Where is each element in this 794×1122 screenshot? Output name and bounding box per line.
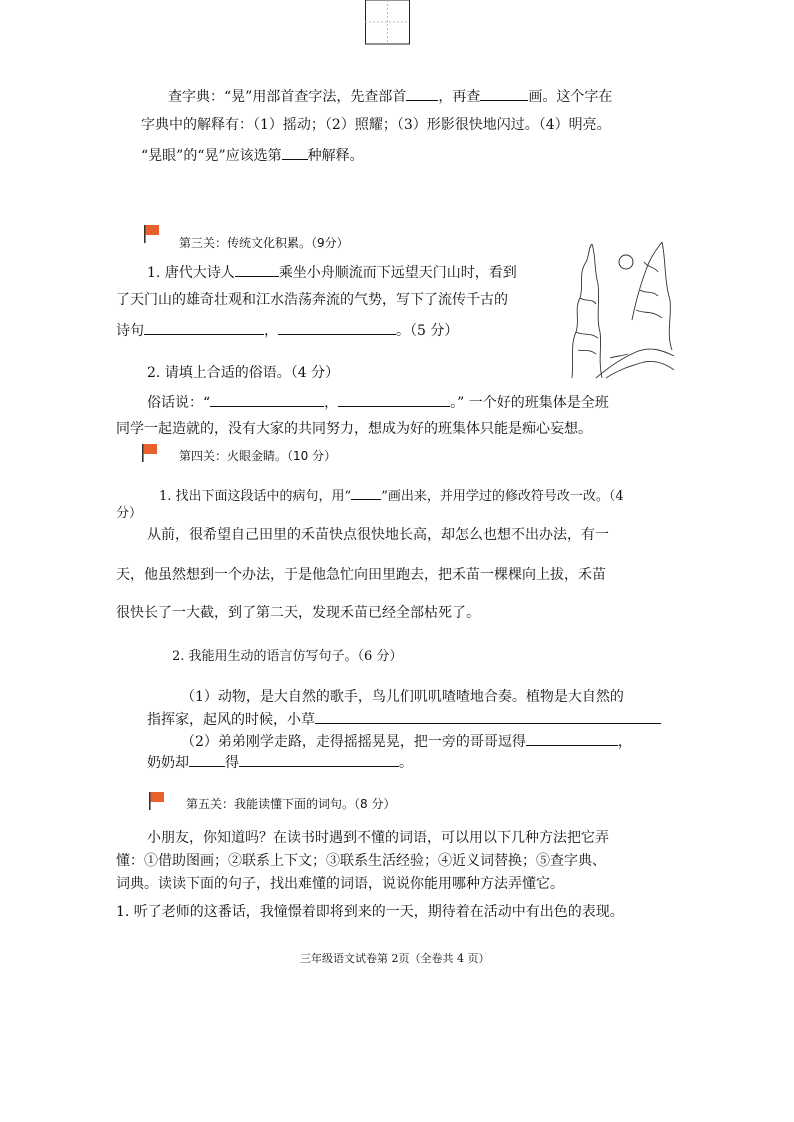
section-5-title: 第五关：我能读懂下面的词句。（8 分） xyxy=(186,797,396,811)
section-5-q1: 1. 听了老师的这番话，我憧憬着即将到来的一天，期待着在活动中有出色的表现。 xyxy=(116,904,624,920)
answer-blank[interactable] xyxy=(282,145,308,160)
section-3-q2-line-1: 俗话说：“ ， 。” 一个好的班集体是全班 xyxy=(147,392,609,412)
section-4-q2-title: 2. 我能用生动的语言仿写句子。（6 分） xyxy=(172,649,403,664)
section-5-intro-line-1: 小朋友，你知道吗？在读书时遇到不懂的词语，可以用以下几种方法把它弄 xyxy=(147,830,609,846)
section-4-q2-item1-line-2: 指挥家，起风的时候，小草 xyxy=(147,709,661,729)
dictionary-line-1: 查字典：“晃”用部首查字法，先查部首 ，再查 画。这个字在 xyxy=(168,86,612,106)
answer-blank[interactable] xyxy=(210,392,324,407)
section-3-q2-title: 2. 请填上合适的俗语。（4 分） xyxy=(147,365,340,381)
section-3-q2-line-2: 同学一起造就的，没有大家的共同努力，想成为好的班集体只能是痴心妄想。 xyxy=(116,421,592,437)
answer-blank[interactable] xyxy=(278,320,396,335)
writing-grid-box xyxy=(365,0,410,45)
answer-blank[interactable] xyxy=(239,752,399,767)
passage-line-1: 从前，很希望自己田里的禾苗快点很快地长高，却怎么也想不出办法，有一 xyxy=(147,527,609,543)
answer-blank[interactable] xyxy=(315,709,661,724)
section-3-title: 第三关：传统文化积累。（9分） xyxy=(179,236,349,250)
dictionary-line-3: “晃眼”的“晃”应该选第 种解释。 xyxy=(141,145,364,165)
flag-icon xyxy=(148,791,166,811)
section-4-q2-item2-line-1: （2）弟弟刚学走路，走得摇摇晃晃，把一旁的哥哥逗得 ， xyxy=(181,731,632,751)
section-4-q1-title-cont: 分） xyxy=(116,506,143,521)
answer-blank[interactable] xyxy=(144,320,264,335)
answer-blank[interactable] xyxy=(338,392,450,407)
flag-icon xyxy=(141,443,159,463)
section-3-q1-line-2: 了天门山的雄奇壮观和江水浩荡奔流的气势，写下了流传千古的 xyxy=(116,292,508,308)
passage-line-3: 很快长了一大截，到了第二天，发现禾苗已经全部枯死了。 xyxy=(116,605,480,621)
page-footer: 三年级语文试卷第 2页（全卷共 4 页） xyxy=(300,952,490,965)
section-3-q1-line-1: 1. 唐代大诗人 乘坐小舟顺流而下远望天门山时，看到 xyxy=(147,262,517,282)
section-4-q2-item2-line-2: 奶奶却 得 。 xyxy=(147,752,413,772)
section-3-q1-line-3: 诗句 ， 。（5 分） xyxy=(116,320,458,340)
answer-blank[interactable] xyxy=(406,86,438,101)
flag-icon xyxy=(143,224,161,244)
section-4-title: 第四关：火眼金睛。（10 分） xyxy=(179,449,337,463)
section-4-q1-title: 1. 找出下面这段话中的病句，用“ ”画出来，并用学过的修改符号改一改。（4 xyxy=(159,485,624,506)
underline-sample xyxy=(351,485,381,500)
answer-blank[interactable] xyxy=(189,752,225,767)
passage-line-2: 天，他虽然想到一个办法，于是他急忙向田里跑去，把禾苗一棵棵向上拔，禾苗 xyxy=(116,567,606,583)
answer-blank[interactable] xyxy=(235,262,279,277)
answer-blank[interactable] xyxy=(526,731,618,746)
section-4-q2-item1-line-1: （1）动物，是大自然的歌手，鸟儿们叽叽喳喳地合奏。植物是大自然的 xyxy=(181,689,624,705)
section-5-intro-line-2: 懂：①借助图画；②联系上下文；③联系生活经验；④近义词替换；⑤查字典、 xyxy=(116,853,606,869)
tianmen-mountain-illustration xyxy=(566,240,676,380)
answer-blank[interactable] xyxy=(480,86,528,101)
dictionary-line-2: 字典中的解释有：（1）摇动；（2）照耀；（3）形影很快地闪过。（4）明亮。 xyxy=(141,117,611,133)
section-5-intro-line-3: 词典。读读下面的句子，找出难懂的词语，说说你能用哪种方法弄懂它。 xyxy=(116,876,564,892)
